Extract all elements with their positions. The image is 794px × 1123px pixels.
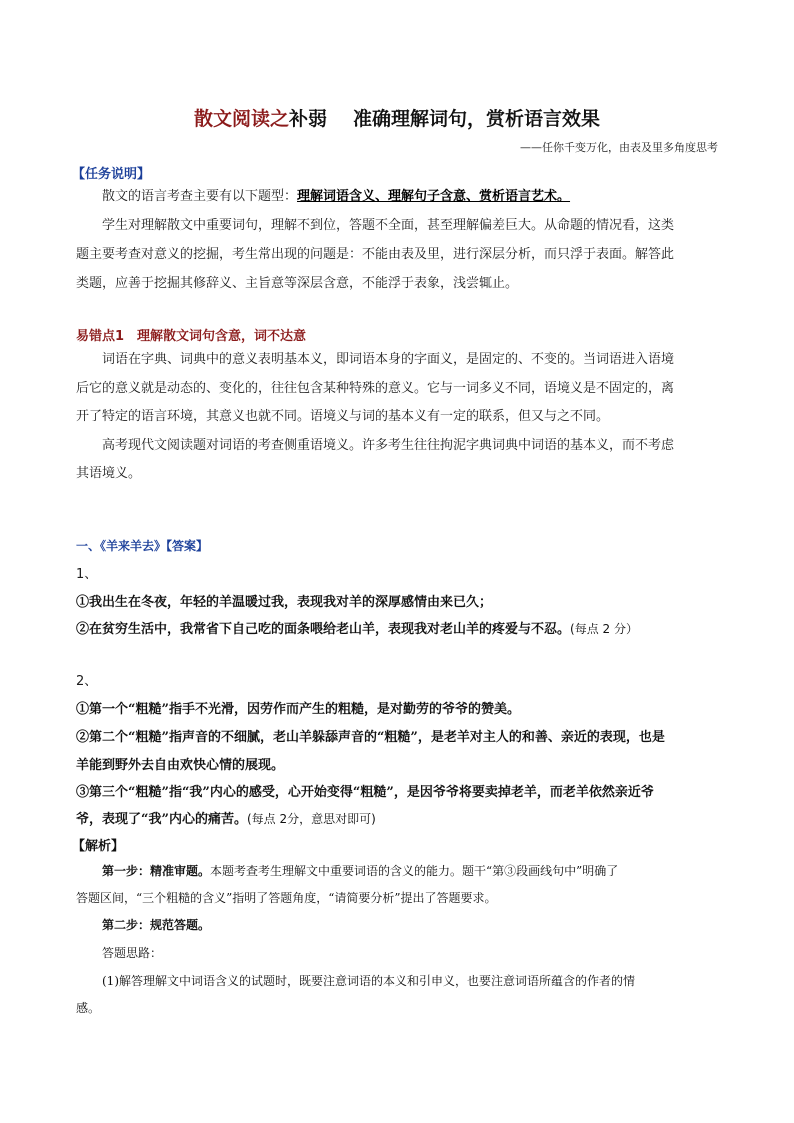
q2-answer-2-line2: 羊能到野外去自由欢快心情的展现。 bbox=[76, 758, 285, 773]
error-p1-line1: 词语在字典、词典中的意义表明基本义，即词语本身的字面义，是固定的、不变的。当词语进入语境 bbox=[102, 352, 675, 367]
task-intro bbox=[102, 187, 570, 207]
error-p1-line3: 开了特定的语言环境，其意义也就不同。语境义与词的基本义有一定的联系，但又与之不同。 bbox=[76, 409, 610, 424]
analysis-heading: 【解析】 bbox=[72, 839, 125, 854]
q1-score: (每点 2 分） bbox=[570, 622, 638, 636]
title-black-part: 补弱 bbox=[288, 108, 327, 130]
q2-answer-1: ①第一个“粗糙”指手不光滑，因劳作而产生的粗糙，是对勤劳的爷爷的赞美。 bbox=[76, 702, 520, 717]
q2-score: (每点 2分，意思对即可) bbox=[246, 812, 376, 826]
error-p2-line1: 高考现代文阅读题对词语的考查侧重语境义。许多考生往往拘泥字典词典中词语的基本义，而不考虑 bbox=[102, 438, 675, 453]
task-intro-prefix: 散文的语言考查主要有以下题型： bbox=[102, 189, 298, 204]
q2-answer-3-text: 爷，表现了“我”内心的痛苦。 bbox=[76, 812, 247, 827]
section-heading: 一、《羊来羊去》【答案】 bbox=[76, 539, 209, 553]
title-red-part: 散文阅读之 bbox=[193, 108, 289, 130]
step1-text: 本题考查考生理解文中重要词语的含义的能力。题干“第③段画线句中”明确了 bbox=[210, 864, 619, 878]
step1-label: 第一步：精准审题。 bbox=[102, 864, 211, 878]
q1-label: 1、 bbox=[76, 567, 98, 582]
analysis-step2 bbox=[102, 916, 210, 933]
analysis-step1-line1 bbox=[102, 862, 618, 879]
q2-answer-3-line2 bbox=[76, 808, 376, 827]
task-heading: 【任务说明】 bbox=[72, 167, 151, 182]
idea1-line1: (1)解答理解文中词语含义的试题时，既要注意词语的本义和引申义，也要注意词语所蕴含的作者的情 bbox=[102, 974, 636, 988]
task-para2-line1: 学生对理解散文中重要词句，理解不到位，答题不全面，甚至理解偏差巨大。从命题的情况看，这类 bbox=[102, 218, 675, 233]
error-p2-line2: 其语境义。 bbox=[76, 466, 142, 481]
q2-answer-2-line1: ②第二个“粗糙”指声音的不细腻，老山羊躲舔声音的“粗糙”，是老羊对主人的和善、亲近的表现，也是 bbox=[76, 730, 665, 745]
error-p1-line2: 后它的意义就是动态的、变化的，往往包含某种特殊的意义。它与一词多义不同，语境义是不固定的，离 bbox=[76, 381, 675, 396]
page-title bbox=[0, 104, 794, 131]
q2-answer-3-line1: ③第三个“粗糙”指“我”内心的感受，心开始变得“粗糙”，是因爷爷将要卖掉老羊，而老羊依然亲近爷 bbox=[76, 785, 654, 800]
q1-answer-1: ①我出生在冬夜，年轻的羊温暖过我，表现我对羊的深厚感情由来已久； bbox=[76, 595, 493, 610]
idea1-line2: 感。 bbox=[76, 1001, 101, 1015]
analysis-step1-line2: 答题区间，“三个粗糙的含义”指明了答题角度，“请简要分析”提出了答题要求。 bbox=[76, 891, 497, 905]
step2-label: 第二步：规范答题。 bbox=[102, 918, 211, 932]
page-subtitle: ——任你千变万化，由表及里多角度思考 bbox=[520, 141, 718, 154]
task-para2-line3: 类题，应善于挖掘其修辞义、主旨意等深层含意，不能浮于表象，浅尝辄止。 bbox=[76, 276, 519, 291]
q1-answer-2-text: ②在贫穷生活中，我常省下自己吃的面条喂给老山羊，表现我对老山羊的疼爱与不忍。 bbox=[76, 622, 571, 637]
q2-label: 2、 bbox=[76, 674, 98, 689]
error-point-title: 易错点1 理解散文词句含意，词不达意 bbox=[76, 329, 307, 344]
title-topic: 准确理解词句，赏析语言效果 bbox=[353, 108, 601, 130]
q1-answer-2 bbox=[76, 618, 638, 637]
ideas-label: 答题思路： bbox=[102, 946, 163, 960]
task-para2-line2: 题主要考查对意义的挖掘，考生常出现的问题是：不能由表及里，进行深层分析，而只浮于表面。解答此 bbox=[76, 247, 675, 262]
task-intro-emphasis: 理解词语含义、理解句子含意、赏析语言艺术。 bbox=[297, 189, 571, 204]
